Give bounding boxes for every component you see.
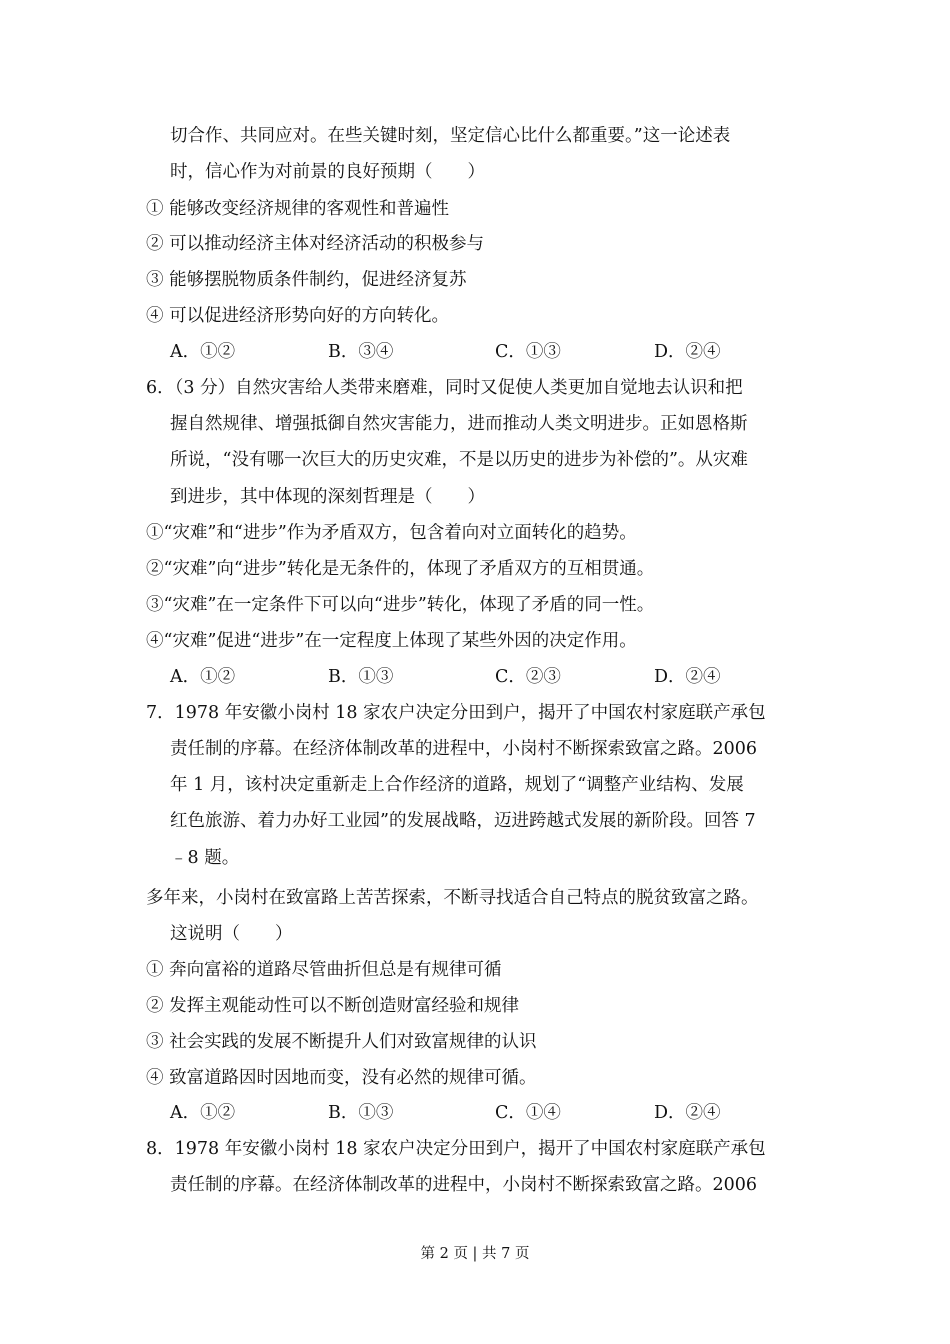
q7-stem-line: 年 1 月，该村决定重新走上合作经济的道路，规划了“调整产业结构、发展 bbox=[170, 775, 744, 795]
q7-option-d: D．②④ bbox=[654, 1103, 721, 1123]
q5-item: ③ 能够摆脱物质条件制约，促进经济复苏 bbox=[146, 270, 467, 290]
q6-item: ①“灾难”和“进步”作为矛盾双方，包含着向对立面转化的趋势。 bbox=[146, 523, 637, 543]
q6-item: ②“灾难”向“进步”转化是无条件的，体现了矛盾双方的互相贯通。 bbox=[146, 559, 655, 579]
q5-item: ④ 可以促进经济形势向好的方向转化。 bbox=[146, 306, 450, 326]
q6-option-c: C．②③ bbox=[495, 667, 561, 687]
q6-stem-line: 6．（3 分）自然灾害给人类带来磨难，同时又促使人类更加自觉地去认识和把 bbox=[146, 378, 743, 398]
q7-stem-line: 责任制的序幕。在经济体制改革的进程中，小岗村不断探索致富之路。2006 bbox=[170, 739, 758, 759]
q7-stem-line: 红色旅游、着力办好工业园”的发展战略，迈进跨越式发展的新阶段。回答 7 bbox=[170, 811, 756, 831]
q7-sub-stem-line: 多年来，小岗村在致富路上苦苦探索，不断寻找适合自己特点的脱贫致富之路。 bbox=[146, 888, 759, 908]
q8-stem-line: 8．1978 年安徽小岗村 18 家农户决定分田到户，揭开了中国农村家庭联产承包 bbox=[146, 1139, 766, 1159]
q5-item: ① 能够改变经济规律的客观性和普遍性 bbox=[146, 199, 450, 219]
q6-stem-line: 到进步，其中体现的深刻哲理是（ ） bbox=[170, 487, 485, 507]
q5-stem-line: 切合作、共同应对。在些关键时刻，坚定信心比什么都重要。”这一论述表 bbox=[170, 126, 731, 146]
q6-item: ③“灾难”在一定条件下可以向“进步”转化，体现了矛盾的同一性。 bbox=[146, 595, 655, 615]
q5-option-b: B．③④ bbox=[328, 342, 394, 362]
q5-item: ② 可以推动经济主体对经济活动的积极参与 bbox=[146, 234, 485, 254]
q6-item: ④“灾难”促进“进步”在一定程度上体现了某些外因的决定作用。 bbox=[146, 631, 637, 651]
q6-option-a: A．①② bbox=[170, 667, 236, 687]
q6-stem-line: 所说，“没有哪一次巨大的历史灾难，不是以历史的进步为补偿的”。从灾难 bbox=[170, 450, 748, 470]
q6-option-d: D．②④ bbox=[654, 667, 721, 687]
q5-option-d: D．②④ bbox=[654, 342, 721, 362]
q7-option-c: C．①④ bbox=[495, 1103, 561, 1123]
q5-option-a: A．①② bbox=[170, 342, 236, 362]
q7-stem-line: ﹣8 题。 bbox=[170, 848, 240, 868]
q6-stem-line: 握自然规律、增强抵御自然灾害能力，进而推动人类文明进步。正如恩格斯 bbox=[170, 414, 748, 434]
q7-stem-line: 7．1978 年安徽小岗村 18 家农户决定分田到户，揭开了中国农村家庭联产承包 bbox=[146, 703, 766, 723]
q7-sub-stem-line: 这说明（ ） bbox=[170, 924, 293, 944]
q7-item: ③ 社会实践的发展不断提升人们对致富规律的认识 bbox=[146, 1032, 537, 1052]
q7-item: ④ 致富道路因时因地而变，没有必然的规律可循。 bbox=[146, 1068, 537, 1088]
q5-option-c: C．①③ bbox=[495, 342, 561, 362]
q7-option-b: B．①③ bbox=[328, 1103, 394, 1123]
q8-stem-line: 责任制的序幕。在经济体制改革的进程中，小岗村不断探索致富之路。2006 bbox=[170, 1175, 758, 1195]
q5-stem-line: 时，信心作为对前景的良好预期（ ） bbox=[170, 162, 485, 182]
page-footer: 第 2 页 | 共 7 页 bbox=[420, 1246, 530, 1262]
q7-item: ② 发挥主观能动性可以不断创造财富经验和规律 bbox=[146, 996, 520, 1016]
q6-option-b: B．①③ bbox=[328, 667, 394, 687]
q7-option-a: A．①② bbox=[170, 1103, 236, 1123]
q7-item: ① 奔向富裕的道路尽管曲折但总是有规律可循 bbox=[146, 960, 502, 980]
